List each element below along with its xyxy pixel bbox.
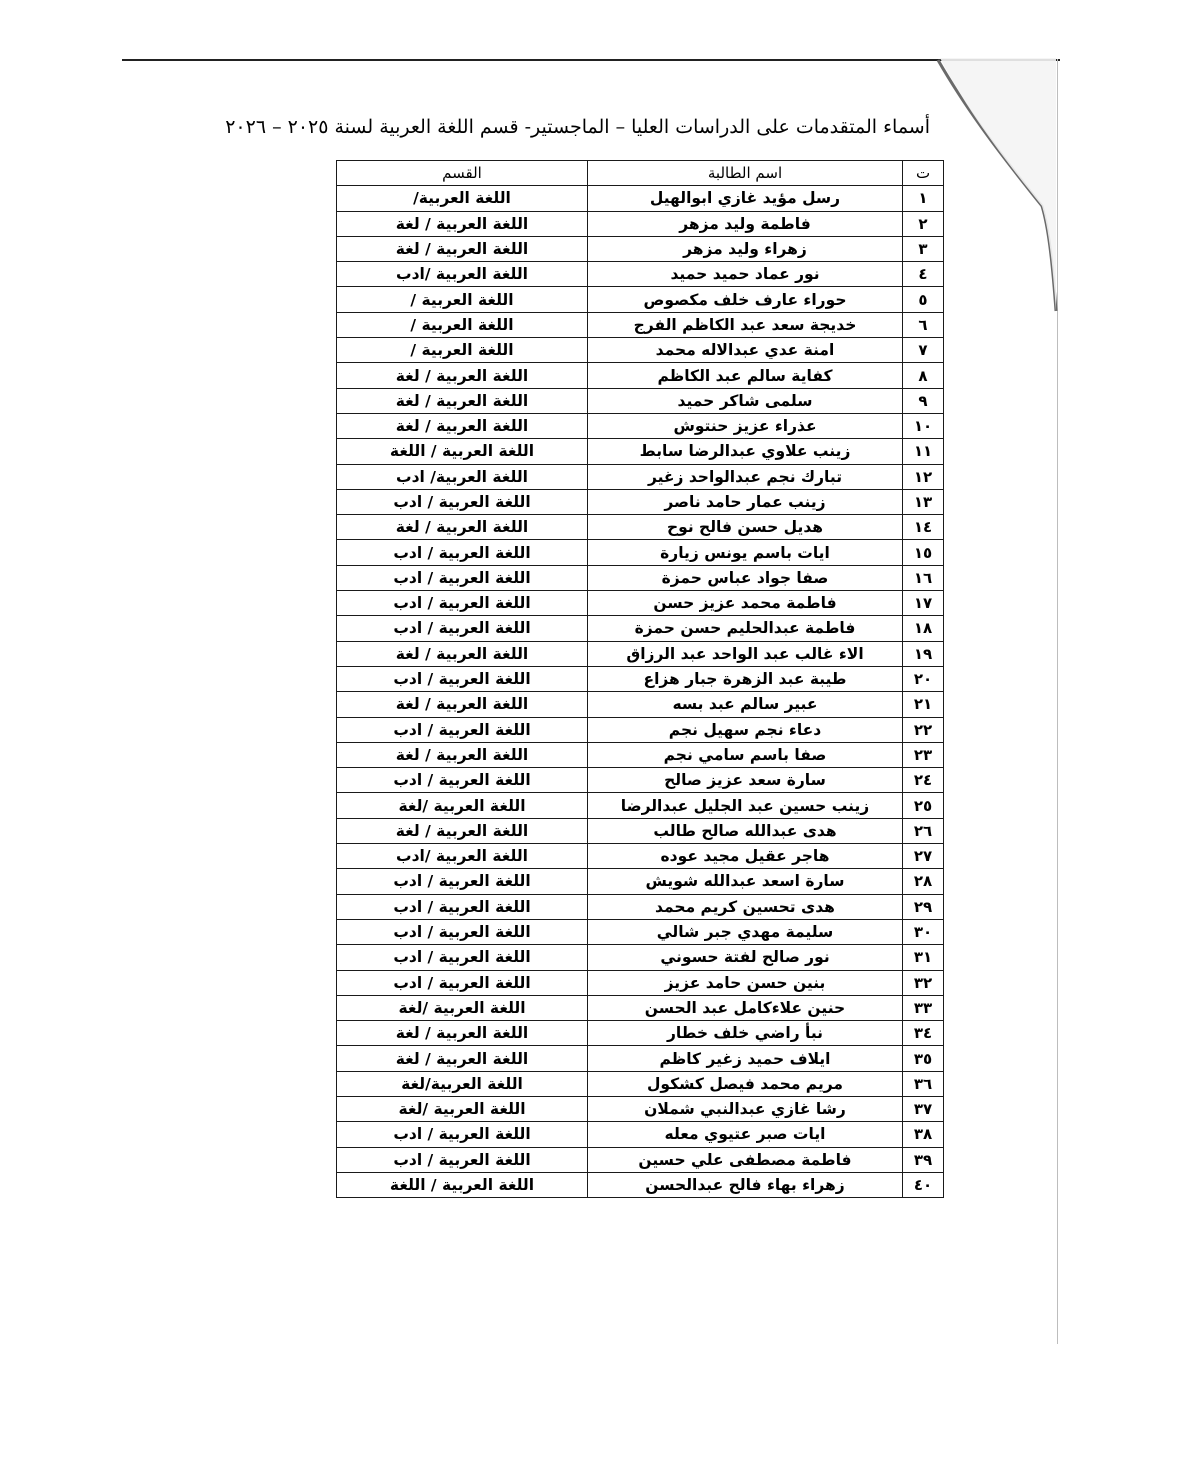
table-row	[337, 1096, 944, 1121]
department: اللغة العربية /لغة	[337, 1096, 588, 1121]
row-number: ٣٠	[903, 919, 944, 944]
student-name: فاطمة عبدالحليم حسن حمزة	[588, 616, 903, 641]
row-number: ١٨	[903, 616, 944, 641]
table-row	[337, 312, 944, 337]
department: اللغة العربية / ادب	[337, 945, 588, 970]
student-name: امنة عدي عبدالاله محمد	[588, 338, 903, 363]
table-row	[337, 186, 944, 211]
student-name: فاطمة مصطفى علي حسين	[588, 1147, 903, 1172]
student-name: فاطمة محمد عزيز حسن	[588, 591, 903, 616]
table-row	[337, 262, 944, 287]
student-name: طيبة عبد الزهرة جبار هزاع	[588, 666, 903, 691]
student-name: صفا جواد عباس حمزة	[588, 565, 903, 590]
department: اللغة العربية / لغة	[337, 363, 588, 388]
department: اللغة العربية / ادب	[337, 1147, 588, 1172]
row-number: ٣٦	[903, 1071, 944, 1096]
table-row	[337, 565, 944, 590]
department: اللغة العربية / لغة	[337, 388, 588, 413]
department: اللغة العربية /لغة	[337, 793, 588, 818]
table-row	[337, 616, 944, 641]
row-number: ٣	[903, 236, 944, 261]
row-number: ١٤	[903, 515, 944, 540]
student-name: زينب علاوي عبدالرضا سابط	[588, 439, 903, 464]
table-row	[337, 363, 944, 388]
student-name: زينب عمار حامد ناصر	[588, 489, 903, 514]
table-row	[337, 919, 944, 944]
row-number: ٢٨	[903, 869, 944, 894]
department: اللغة العربية / لغة	[337, 1021, 588, 1046]
row-number: ٣٤	[903, 1021, 944, 1046]
department: اللغة العربية / لغة	[337, 1046, 588, 1071]
student-name: رسل مؤيد غازي ابوالهيل	[588, 186, 903, 211]
table-row	[337, 236, 944, 261]
student-name: صفا باسم سامي نجم	[588, 742, 903, 767]
table-row	[337, 818, 944, 843]
row-number: ٢٥	[903, 793, 944, 818]
student-name: فاطمة وليد مزهر	[588, 211, 903, 236]
student-name: هاجر عقيل مجيد عوده	[588, 844, 903, 869]
table-row	[337, 591, 944, 616]
student-name: ايلاف حميد زغير كاظم	[588, 1046, 903, 1071]
student-name: سارة اسعد عبدالله شويش	[588, 869, 903, 894]
row-number: ٧	[903, 338, 944, 363]
student-name: سليمة مهدي جبر شالي	[588, 919, 903, 944]
row-number: ٣٥	[903, 1046, 944, 1071]
scan-edge-top	[122, 59, 1060, 61]
department: اللغة العربية / ادب	[337, 591, 588, 616]
table-row	[337, 287, 944, 312]
row-number: ٦	[903, 312, 944, 337]
student-name: ايات باسم يونس زيارة	[588, 540, 903, 565]
department: اللغة العربية / ادب	[337, 869, 588, 894]
student-name: بنين حسن حامد عزيز	[588, 970, 903, 995]
student-name: هدى تحسين كريم محمد	[588, 894, 903, 919]
table-body	[337, 186, 944, 1198]
department: اللغة العربية / ادب	[337, 1122, 588, 1147]
row-number: ١٧	[903, 591, 944, 616]
department: اللغة العربية / لغة	[337, 641, 588, 666]
student-name: هدى عبدالله صالح طالب	[588, 818, 903, 843]
student-name: نور عماد حميد حميد	[588, 262, 903, 287]
row-number: ١٩	[903, 641, 944, 666]
student-name: الاء غالب عبد الواحد عبد الرزاق	[588, 641, 903, 666]
row-number: ١٢	[903, 464, 944, 489]
row-number: ٥	[903, 287, 944, 312]
table-row	[337, 869, 944, 894]
department: اللغة العربية /	[337, 338, 588, 363]
row-number: ٣٢	[903, 970, 944, 995]
table-row	[337, 970, 944, 995]
table-row	[337, 211, 944, 236]
student-name: نبأ راضي خلف خطار	[588, 1021, 903, 1046]
row-number: ١٣	[903, 489, 944, 514]
student-name: زينب حسين عبد الجليل عبدالرضا	[588, 793, 903, 818]
table-row	[337, 641, 944, 666]
row-number: ١	[903, 186, 944, 211]
department: اللغة العربية / ادب	[337, 894, 588, 919]
student-name: ايات صبر عتيوي معله	[588, 1122, 903, 1147]
table-row	[337, 793, 944, 818]
table-row	[337, 692, 944, 717]
department: اللغة العربية/ ادب	[337, 464, 588, 489]
student-name: سارة سعد عزيز صالح	[588, 768, 903, 793]
student-name: تبارك نجم عبدالواحد زغير	[588, 464, 903, 489]
table-row	[337, 464, 944, 489]
student-name: زهراء وليد مزهر	[588, 236, 903, 261]
row-number: ٢٠	[903, 666, 944, 691]
row-number: ١٥	[903, 540, 944, 565]
student-name: مريم محمد فيصل كشكول	[588, 1071, 903, 1096]
department: اللغة العربية / ادب	[337, 565, 588, 590]
row-number: ٢١	[903, 692, 944, 717]
header-department: القسم	[337, 161, 588, 186]
row-number: ٩	[903, 388, 944, 413]
table-row	[337, 666, 944, 691]
row-number: ٤	[903, 262, 944, 287]
department: اللغة العربية /	[337, 312, 588, 337]
document-title: أسماء المتقدمات على الدراسات العليا – الماجستير- قسم اللغة العربية لسنة ٢٠٢٥ – ٢٠٢٦	[225, 116, 930, 138]
row-number: ٤٠	[903, 1172, 944, 1197]
department: اللغة العربية / ادب	[337, 616, 588, 641]
department: اللغة العربية /لغة	[337, 995, 588, 1020]
table-row	[337, 1122, 944, 1147]
row-number: ٢٢	[903, 717, 944, 742]
student-name: حنين علاءكامل عبد الحسن	[588, 995, 903, 1020]
table-row	[337, 717, 944, 742]
student-name: زهراء بهاء فالح عبدالحسن	[588, 1172, 903, 1197]
row-number: ٢٦	[903, 818, 944, 843]
student-name: عبير سالم عبد بسه	[588, 692, 903, 717]
table-header-row	[337, 161, 944, 186]
row-number: ٢٧	[903, 844, 944, 869]
table-row	[337, 1147, 944, 1172]
department: اللغة العربية /ادب	[337, 262, 588, 287]
department: اللغة العربية /	[337, 287, 588, 312]
table-row	[337, 995, 944, 1020]
department: اللغة العربية / لغة	[337, 692, 588, 717]
student-name: كفاية سالم عبد الكاظم	[588, 363, 903, 388]
row-number: ٣١	[903, 945, 944, 970]
student-name: هديل حسن فالح نوح	[588, 515, 903, 540]
row-number: ٣٧	[903, 1096, 944, 1121]
header-student-name: اسم الطالبة	[588, 161, 903, 186]
department: اللغة العربية / ادب	[337, 919, 588, 944]
table-row	[337, 1071, 944, 1096]
row-number: ١١	[903, 439, 944, 464]
department: اللغة العربية / ادب	[337, 489, 588, 514]
department: اللغة العربية / ادب	[337, 666, 588, 691]
table-row	[337, 338, 944, 363]
table-row	[337, 894, 944, 919]
table-row	[337, 768, 944, 793]
row-number: ٢٤	[903, 768, 944, 793]
table-row	[337, 742, 944, 767]
department: اللغة العربية / لغة	[337, 742, 588, 767]
student-name: رشا غازي عبدالنبي شملان	[588, 1096, 903, 1121]
student-name: نور صالح لفتة حسوني	[588, 945, 903, 970]
department: اللغة العربية/	[337, 186, 588, 211]
row-number: ٨	[903, 363, 944, 388]
department: اللغة العربية / لغة	[337, 211, 588, 236]
table-row	[337, 388, 944, 413]
student-name: دعاء نجم سهيل نجم	[588, 717, 903, 742]
table-row	[337, 1172, 944, 1197]
header-number: ت	[903, 161, 944, 186]
department: اللغة العربية/لغة	[337, 1071, 588, 1096]
row-number: ٢	[903, 211, 944, 236]
row-number: ٣٣	[903, 995, 944, 1020]
department: اللغة العربية / ادب	[337, 768, 588, 793]
student-name: سلمى شاكر حميد	[588, 388, 903, 413]
row-number: ١٠	[903, 413, 944, 438]
table-row	[337, 540, 944, 565]
student-name: خديجة سعد عبد الكاظم الفرج	[588, 312, 903, 337]
row-number: ١٦	[903, 565, 944, 590]
table-row	[337, 489, 944, 514]
department: اللغة العربية /ادب	[337, 844, 588, 869]
row-number: ٢٣	[903, 742, 944, 767]
department: اللغة العربية / ادب	[337, 717, 588, 742]
department: اللغة العربية / لغة	[337, 818, 588, 843]
table-row	[337, 1046, 944, 1071]
table-row	[337, 439, 944, 464]
table-row	[337, 413, 944, 438]
applicants-table	[336, 160, 944, 1198]
table-row	[337, 515, 944, 540]
student-name: حوراء عارف خلف مكصوص	[588, 287, 903, 312]
table-row	[337, 844, 944, 869]
department: اللغة العربية / ادب	[337, 970, 588, 995]
department: اللغة العربية / ادب	[337, 540, 588, 565]
department: اللغة العربية / اللغة	[337, 1172, 588, 1197]
row-number: ٣٨	[903, 1122, 944, 1147]
department: اللغة العربية / لغة	[337, 413, 588, 438]
department: اللغة العربية / لغة	[337, 515, 588, 540]
row-number: ٣٩	[903, 1147, 944, 1172]
table-row	[337, 945, 944, 970]
department: اللغة العربية / اللغة	[337, 439, 588, 464]
student-name: عذراء عزيز حنتوش	[588, 413, 903, 438]
department: اللغة العربية / لغة	[337, 236, 588, 261]
row-number: ٢٩	[903, 894, 944, 919]
page-corner-fold	[930, 56, 1060, 316]
table-row	[337, 1021, 944, 1046]
